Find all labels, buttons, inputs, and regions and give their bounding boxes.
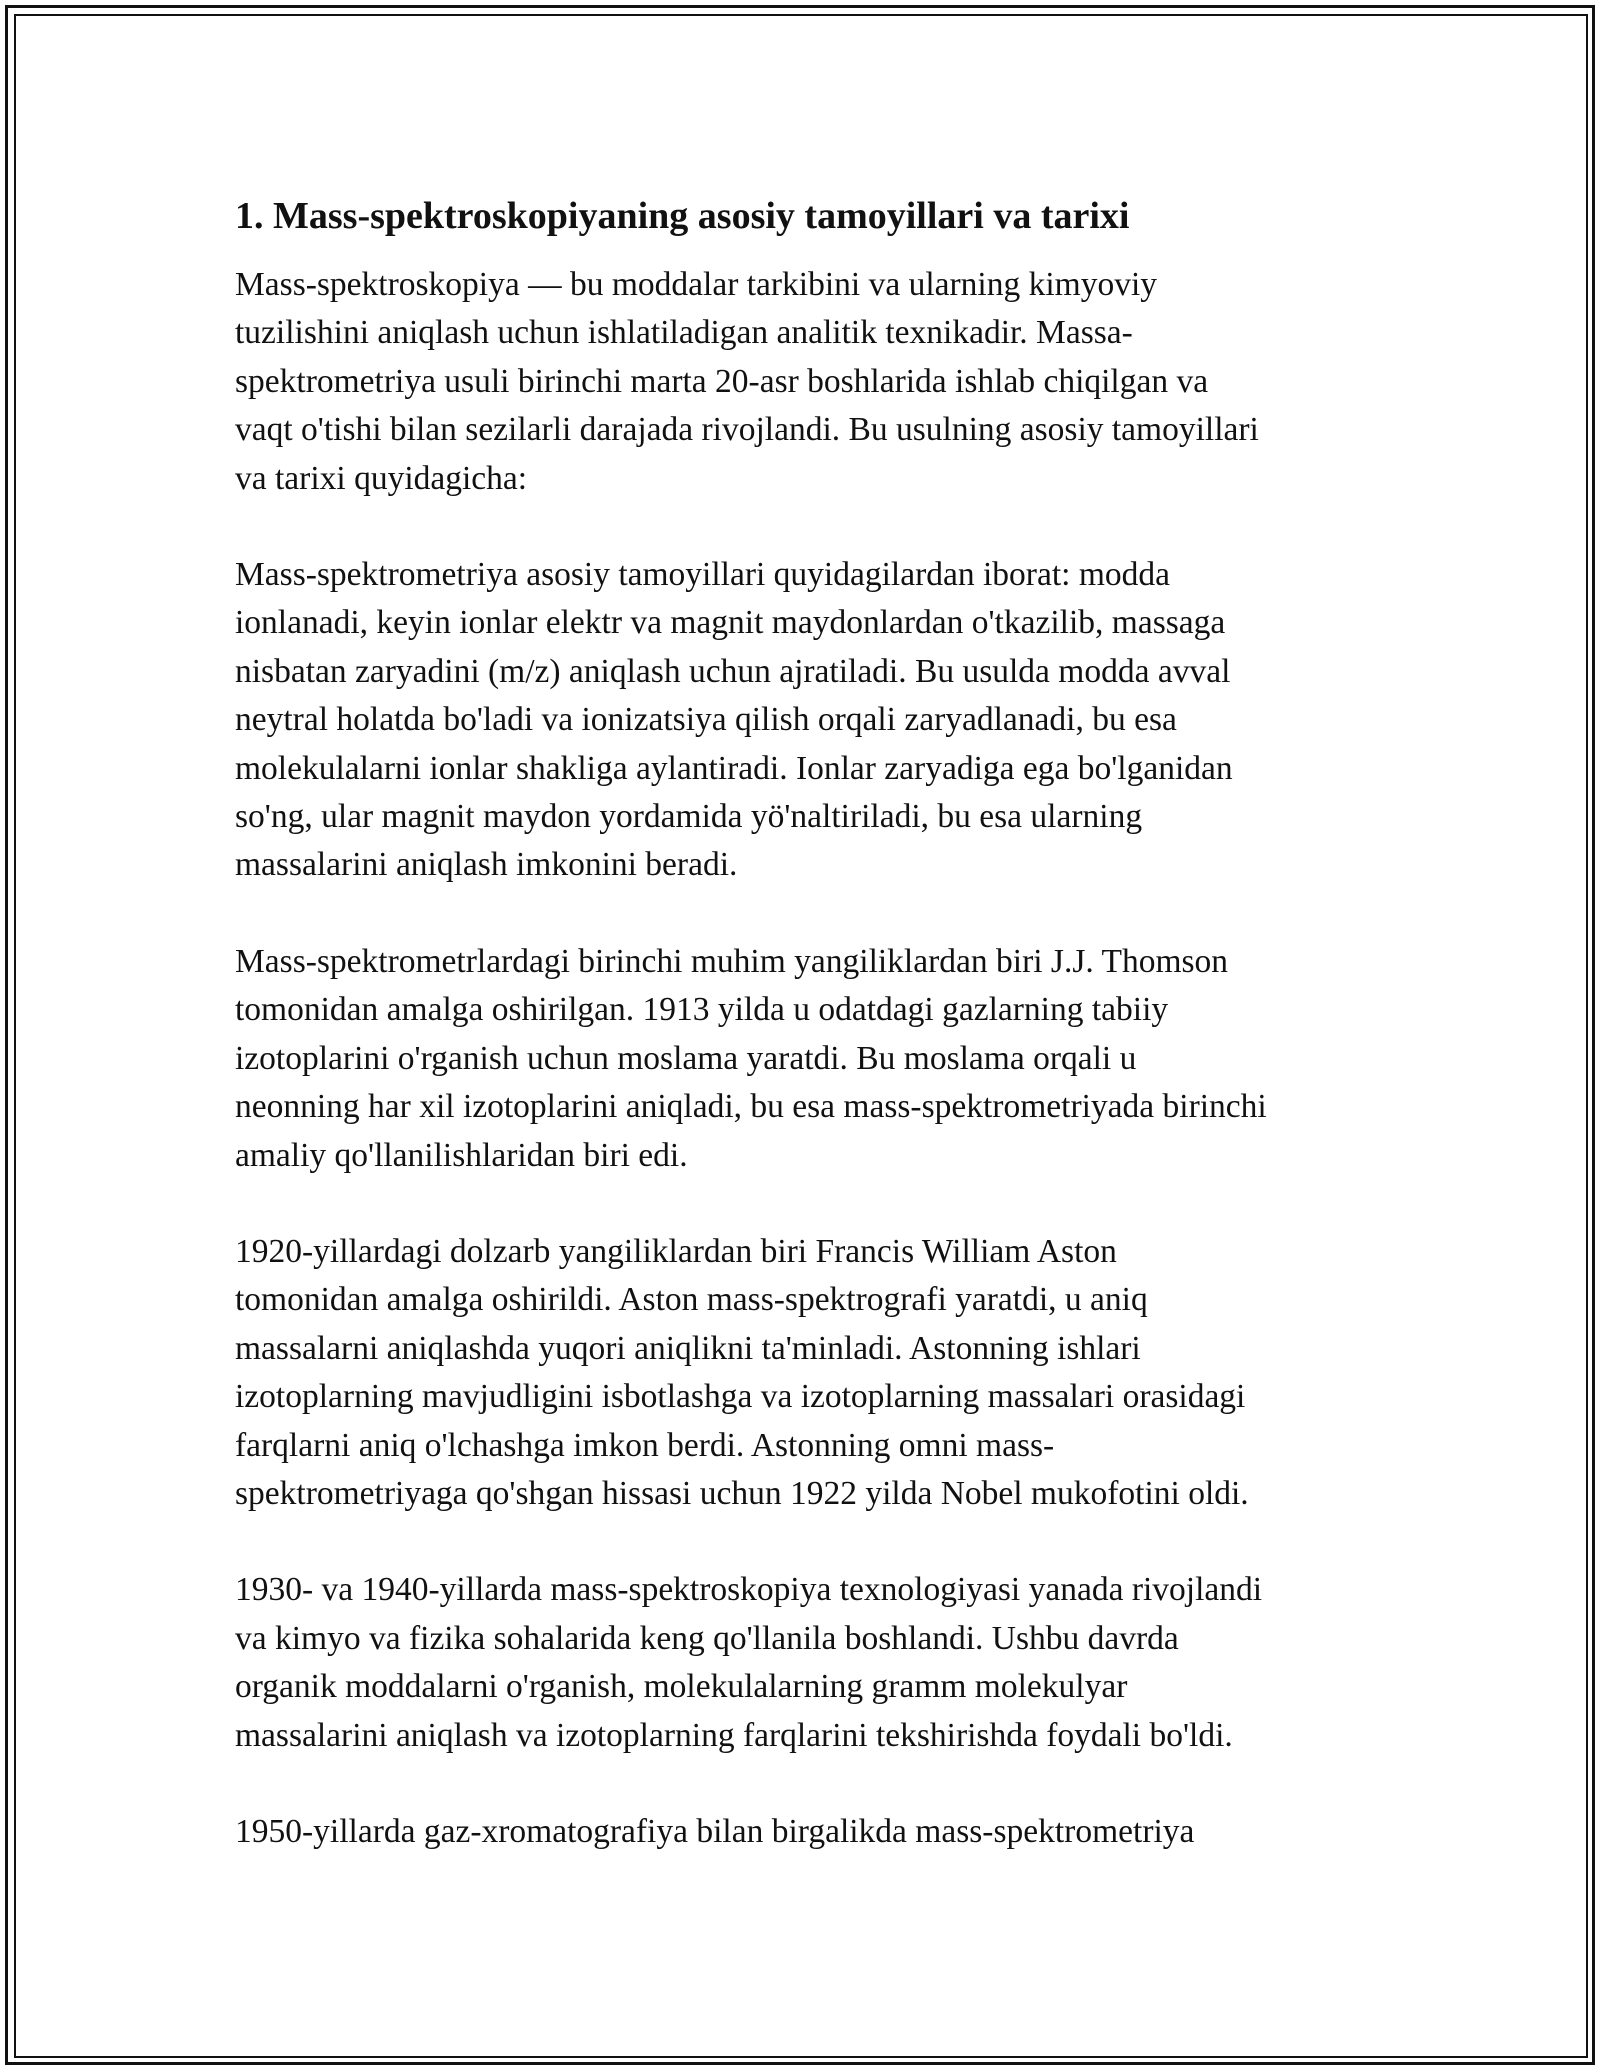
paragraph-intro xyxy=(235,261,1385,503)
paragraph-line: tomonidan amalga oshirilgan. 1913 yilda u odatdagi gazlarning tabiiy xyxy=(235,991,1169,1029)
paragraph-principles xyxy=(235,551,1385,890)
paragraph-line: 1950-yillarda gaz-xromatografiya bilan birgalikda mass-spektrometriya xyxy=(235,1812,1195,1850)
paragraph-line: Mass-spektrometriya asosiy tamoyillari quyidagilardan iborat: modda xyxy=(235,556,1170,594)
paragraph-line: farqlarni aniq o'lchashga imkon berdi. Astonning omni mass- xyxy=(235,1426,1055,1464)
paragraph-line: Mass-spektroskopiya — bu moddalar tarkibini va ularning kimyoviy xyxy=(235,266,1158,303)
paragraph-line: nisbatan zaryadini (m/z) aniqlash uchun ajratiladi. Bu usulda modda avval xyxy=(235,652,1231,690)
paragraph-line: amaliy qo'llanilishlaridan biri edi. xyxy=(235,1136,688,1174)
paragraph-line: izotoplarning mavjudligini isbotlashga va izotoplarning massalari orasidagi xyxy=(235,1378,1246,1416)
paragraph-line: molekulalarni ionlar shakliga aylantiradi. Ionlar zaryadiga ega bo'lganidan xyxy=(235,749,1233,787)
paragraph-line: 1920-yillardagi dolzarb yangiliklardan biri Francis William Aston xyxy=(235,1232,1117,1270)
section-heading: 1. Mass-spektroskopiyaning asosiy tamoyillari va tarixi xyxy=(235,195,1130,237)
paragraph-1950s xyxy=(235,1808,1385,1856)
paragraph-thomson xyxy=(235,938,1385,1180)
paragraph-line: organik moddalarni o'rganish, molekulalarning gramm molekulyar xyxy=(235,1668,1128,1706)
paragraph-line: massalarini aniqlash imkonini beradi. xyxy=(235,846,738,884)
paragraph-line: spektrometriyaga qo'shgan hissasi uchun 1922 yilda Nobel mukofotini oldi. xyxy=(235,1474,1249,1512)
paragraph-line: tomonidan amalga oshirildi. Aston mass-spektrografi yaratdi, u aniq xyxy=(235,1281,1148,1319)
paragraph-line: so'ng, ular magnit maydon yordamida yö'naltiriladi, bu esa ularning xyxy=(235,798,1143,836)
paragraph-line: ionlanadi, keyin ionlar elektr va magnit maydonlardan o'tkazilib, massaga xyxy=(235,604,1226,642)
paragraph-line: 1930- va 1940-yillarda mass-spektroskopiya texnologiyasi yanada rivojlandi xyxy=(235,1571,1263,1609)
paragraph-line: massalarni aniqlashda yuqori aniqlikni ta'minladi. Astonning ishlari xyxy=(235,1329,1141,1367)
paragraph-line: Mass-spektrometrlardagi birinchi muhim yangiliklardan biri J.J. Thomson xyxy=(235,942,1229,980)
paragraph-line: va tarixi quyidagicha: xyxy=(235,459,528,497)
paragraph-line: spektrometriya usuli birinchi marta 20-asr boshlarida ishlab chiqilgan va xyxy=(235,362,1209,400)
paragraph-line: neonning har xil izotoplarini aniqladi, bu esa mass-spektrometriyada birinchi xyxy=(235,1088,1267,1126)
paragraph-line: tuzilishini aniqlash uchun ishlatiladigan analitik texnikadir. Massa- xyxy=(235,314,1133,352)
paragraph-line: vaqt o'tishi bilan sezilarli darajada rivojlandi. Bu usulning asosiy tamoyillari xyxy=(235,411,1259,449)
paragraph-line: massalarini aniqlash va izotoplarning farqlarini tekshirishda foydali bo'ldi. xyxy=(235,1716,1233,1754)
paragraph-line: izotoplarini o'rganish uchun moslama yaratdi. Bu moslama orqali u xyxy=(235,1039,1137,1077)
paragraph-1930s xyxy=(235,1566,1385,1760)
paragraph-aston xyxy=(235,1228,1385,1518)
paragraph-line: neytral holatda bo'ladi va ionizatsiya qilish orqali zaryadlanadi, bu esa xyxy=(235,701,1177,739)
document-body xyxy=(235,188,1385,1904)
paragraph-line: va kimyo va fizika sohalarida keng qo'llanila boshlandi. Ushbu davrda xyxy=(235,1619,1179,1657)
